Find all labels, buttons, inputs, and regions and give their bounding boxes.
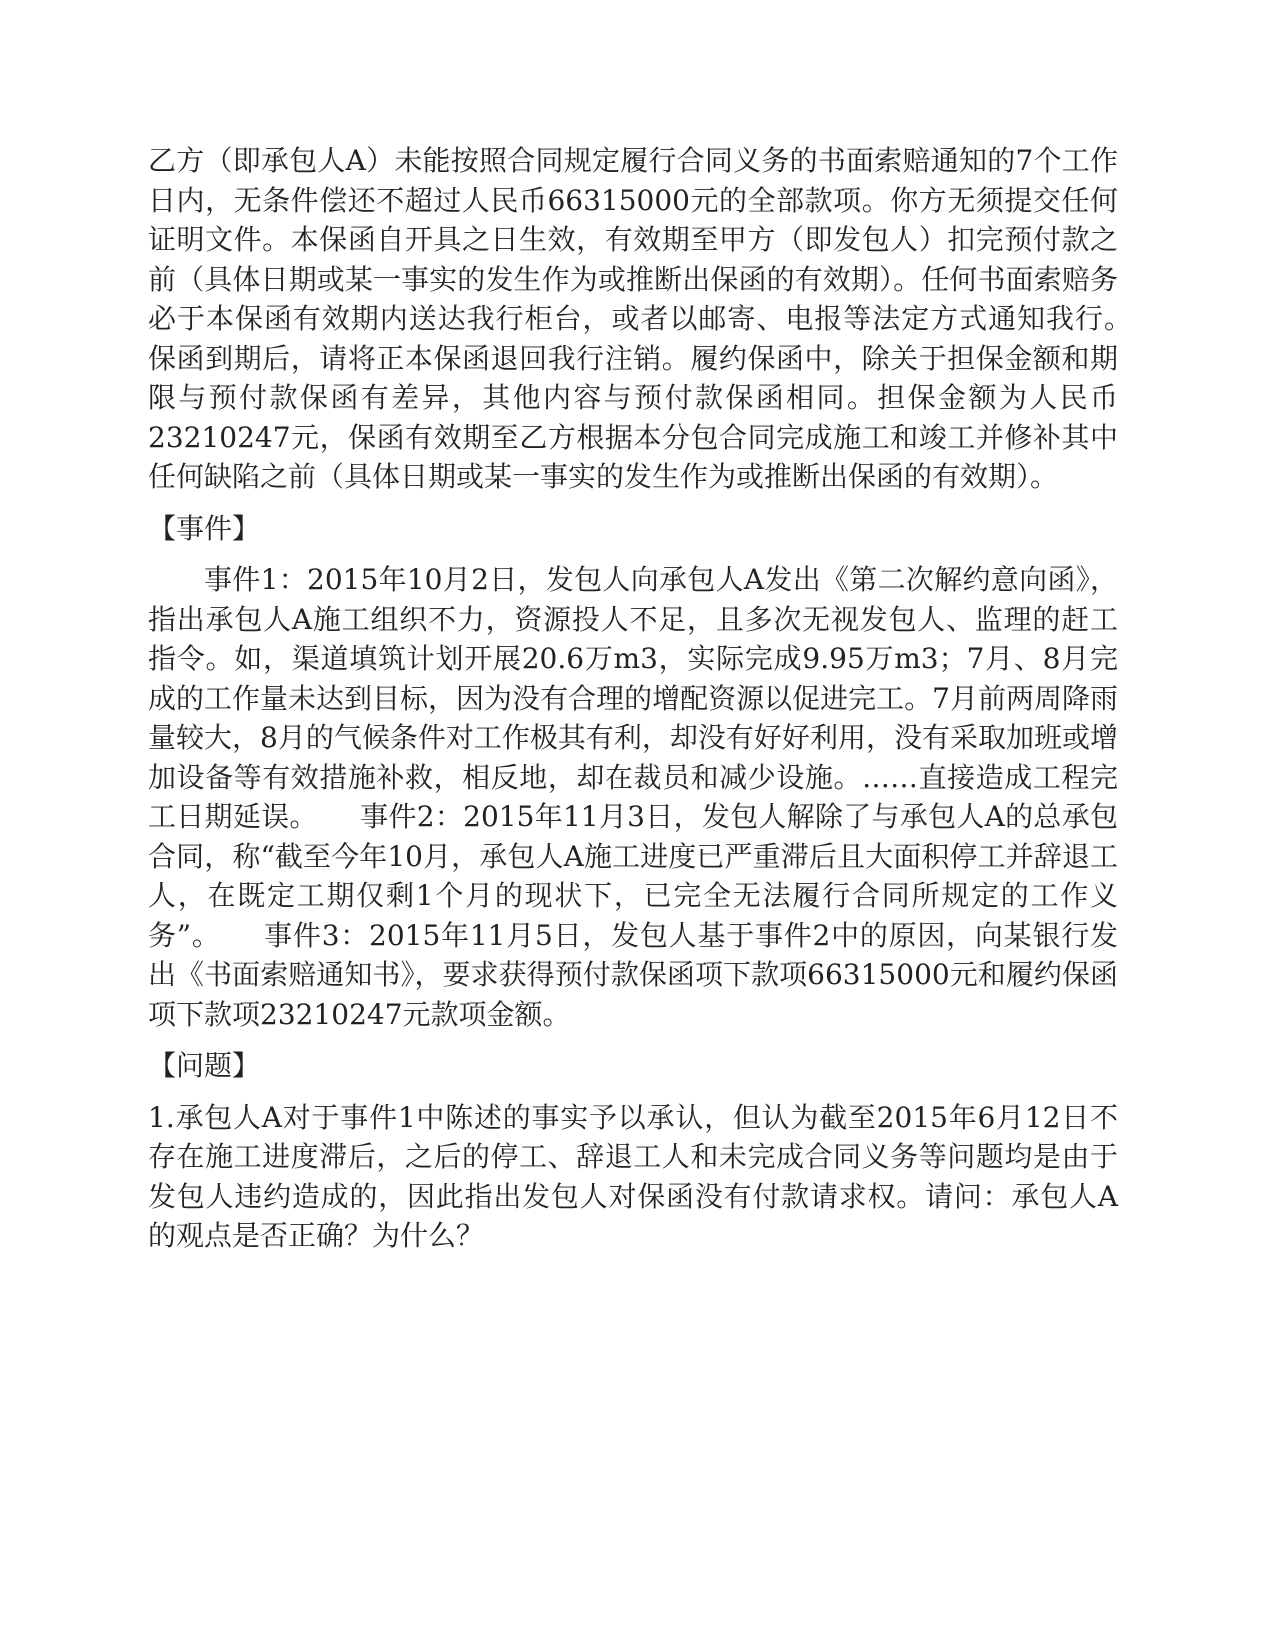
events-heading: 【事件】 xyxy=(148,511,261,545)
questions-heading: 【问题】 xyxy=(148,1049,261,1082)
document-body xyxy=(148,141,1175,1256)
events-paragraph: 事件1：2015年10月2日，发包人向承包人A发出《第二次解约意向函》，指出承包人A施工组织不力，资源投人不足，且多次无视发包人、监理的赶工指令。如，渠道填筑计划开展20.6万m3，实际完成9.95万m3；7月、8月完成的工作量未达到目标，因为没有合理的增配资源以促进完工。7月前两周降雨量较大，8月的气候条件对工作极其有利，却没有好好利用，没有采取加班或增加设备等有效措施补救，相反地，却在裁员和减少设施。……直接造成工程完工日期延误。 事件2：2015年11月3日，发包人解除了与承包人A的总承包合同，称“截至今年10月，承包人A施工进度已严重滞后且大面积停工并辞退工人，在既定工期仅剩1个月的现状下，已完全无法履行合同所规定的工作义务”。 事件3：2015年11月5日，发包人基于事件2中的原因，向某银行发出《书面索赔通知书》，要求获得预付款保函项下款项66315000元和履约保函项下款项23210247元款项金额。 xyxy=(148,563,1118,1031)
guarantee-paragraph: 乙方（即承包人A）未能按照合同规定履行合同义务的书面索赔通知的7个工作日内，无条件偿还不超过人民币66315000元的全部款项。你方无须提交任何证明文件。本保函自开具之日生效，有效期至甲方（即发包人）扣完预付款之前（具体日期或某一事实的发生作为或推断出保函的有效期）。任何书面索赔务必于本保函有效期内送达我行柜台，或者以邮寄、电报等法定方式通知我行。 保函到期后，请将正本保函退回我行注销。履约保函中，除关于担保金额和期限与预付款保函有差异，其他内容与预付款保函相同。担保金额为人民币23210247元，保函有效期至乙方根据本分包合同完成施工和竣工并修补其中任何缺陷之前（具体日期或某一事实的发生作为或推断出保函的有效期）。 xyxy=(148,144,1175,493)
question-1-paragraph: 1.承包人A对于事件1中陈述的事实予以承认，但认为截至2015年6月12日不存在施工进度滞后，之后的停工、辞退工人和未完成合同义务等问题均是由于发包人违约造成的，因此指出发包人对保函没有付款请求权。请问：承包人A的观点是否正确？为什么？ xyxy=(148,1100,1118,1252)
